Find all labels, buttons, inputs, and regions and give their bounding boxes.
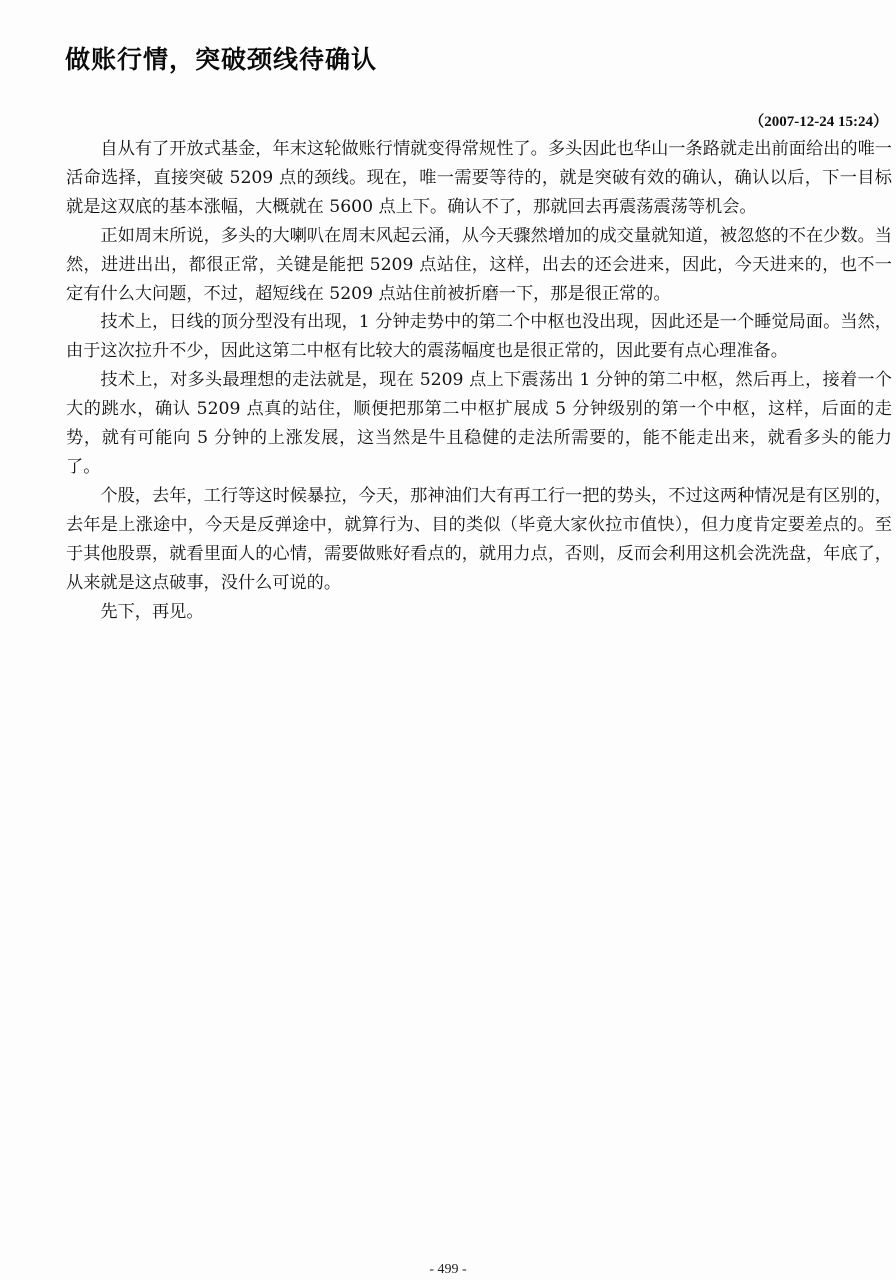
paragraph: 技术上，日线的顶分型没有出现，1 分钟走势中的第二个中枢也没出现，因此还是一个睡觉局面。当然，由于这次拉升不少，因此这第二中枢有比较大的震荡幅度也是很正常的，因此要有点心理准备。 bbox=[66, 312, 892, 362]
paragraph: 先下，再见。 bbox=[100, 601, 204, 622]
paragraph: 个股，去年，工行等这时候暴拉，今天，那神油们大有再工行一把的势头，不过这两种情况是有区别的，去年是上涨途中，今天是反弹途中，就算行为、目的类似（毕竟大家伙拉市值快），但力度肯定要差点的。至于其他股票，就看里面人的心情，需要做账好看点的，就用力点，否则，反而会利用这机会洗洗盘，年底了，从来就是这点破事，没什么可说的。 bbox=[66, 485, 892, 593]
article-body bbox=[66, 135, 892, 626]
article-title: 做账行情，突破颈线待确认 bbox=[65, 45, 378, 74]
article-date: （2007-12-24 15:24） bbox=[749, 114, 888, 130]
page-number: - 499 - bbox=[429, 1262, 467, 1277]
paragraph: 自从有了开放式基金，年末这轮做账行情就变得常规性了。多头因此也华山一条路就走出前面给出的唯一活命选择，直接突破 5209 点的颈线。现在，唯一需要等待的，就是突破有效的确认，确认以后，下一目标就是这双底的基本涨幅，大概就在 5600 点上下。确认不了，那就回去再震荡震荡等机会。 bbox=[66, 139, 892, 217]
paragraph: 技术上，对多头最理想的走法就是，现在 5209 点上下震荡出 1 分钟的第二中枢，然后再上，接着一个大的跳水，确认 5209 点真的站住，顺便把那第二中枢扩展成 5 分钟级别的第一个中枢，这样，后面的走势，就有可能向 5 分钟的上涨发展，这当然是牛且稳健的走法所需要的，能不能走出来，就看多头的能力了。 bbox=[66, 370, 892, 477]
paragraph: 正如周末所说，多头的大喇叭在周末风起云涌，从今天骤然增加的成交量就知道，被忽悠的不在少数。当然，进进出出，都很正常，关键是能把 5209 点站住，这样，出去的还会进来，因此，今天进来的，也不一定有什么大问题，不过，超短线在 5209 点站住前被折磨一下，那是很正常的。 bbox=[66, 225, 892, 304]
